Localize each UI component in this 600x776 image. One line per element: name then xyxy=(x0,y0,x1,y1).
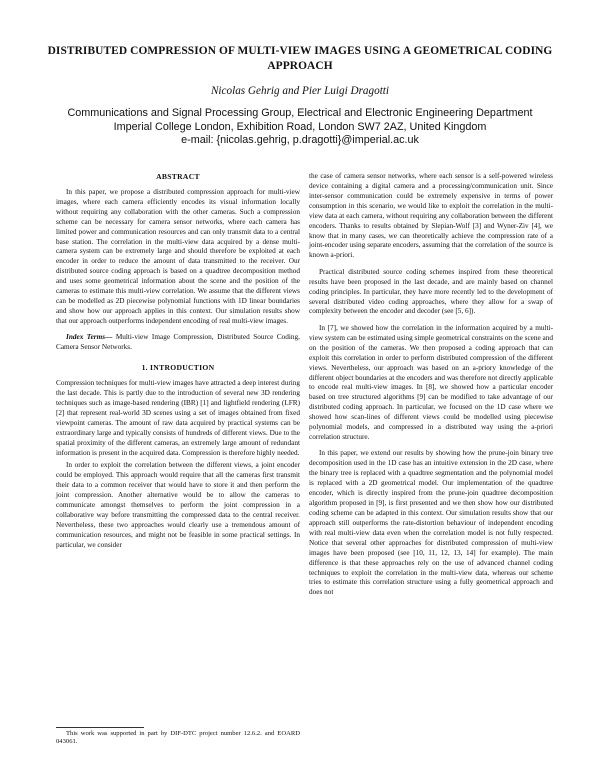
body-paragraph: In [7], we showed how the correlation in the information acquired by a multi-view system can be estimated using simple geometrical constraints on the scene and on the position of the cameras. We then proposed a coding approach that can exploit this correlation in order to perform distributed compression of the different views. Nevertheless, our approach was based on an a-priory knowledge of the different object boundaries at the encoders and was therefore not directly applicable to encode real multi-view images. In [8], we showed how a particular encoder based on tree structured algorithms [9] can be modified to take advantage of our distributed coding approach. In particular, we focused on the 1D case where we showed how scan-lines of different views could be modelled using piecewise polynomial models, and compressed in a distributed way using the a-priori correlation structure. xyxy=(309,323,554,442)
paper-title: DISTRIBUTED COMPRESSION OF MULTI-VIEW IMAGES USING A GEOMETRICAL CODING APPROACH xyxy=(47,45,553,72)
right-column xyxy=(309,172,553,598)
footnote-rule xyxy=(56,727,144,728)
abstract-text: In this paper, we propose a distributed compression approach for multi-view images, where each camera efficiently encodes its visual information locally without requiring any collaboration with the other cameras. Such a compression scheme can be necessary for camera sensor networks, where each camera has limited power and communication resources and can only transmit data to a central base station. The correlation in the multi-view data acquired by a dense multi-camera system can be extremely large and should therefore be exploited at each encoder in order to reduce the amount of data transmitted to the receiver. Our distributed source coding approach is based on a quadtree decomposition method and uses some geometrical information about the scene and the position of the cameras to estimate this multi-view correlation. We assume that the different views can be modelled as 2D piecewise polynomial functions with 1D linear boundaries and show how our approach applies in this context. Our simulation results show that our approach outperforms independent encoding of real multi-view images. xyxy=(56,187,300,325)
body-paragraph: the case of camera sensor networks, where each sensor is a self-powered wireless device containing a digital camera and a processing/communication unit. Since inter-sensor communication could be extremely expensive in terms of power consumption in this scenario, we would like to exploit the correlation in the multi-view data at each camera, without requiring any collaboration between the different encoders. Thanks to results obtained by Slepian-Wolf [3] and Wyner-Ziv [4], we know that in many cases, we can theoretically achieve the compression rate of a joint-encoder using separate encoders, assuming that the correlation of the source is known a-priori. xyxy=(309,172,553,260)
left-column xyxy=(56,172,300,551)
index-terms xyxy=(56,333,300,353)
affiliation-block xyxy=(40,107,560,148)
author-list: Nicolas Gehrig and Pier Luigi Dragotti xyxy=(210,85,390,97)
affiliation-line: Communications and Signal Processing Group, Electrical and Electronic Engineering Department xyxy=(67,107,533,119)
index-terms-label: Index Terms— xyxy=(66,333,113,342)
footnote xyxy=(56,727,300,747)
index-terms-text: Multi-view Image Compression, Distributed Source Coding, Camera Sensor Networks. xyxy=(56,333,300,352)
body-paragraph: In this paper, we extend our results by showing how the prune-join binary tree decomposition used in the 1D case has an intuitive extension in the 2D case, where the binary tree is replaced with a quadtree segmentation and the polynomial model is replaced with a 2D geometrical model. Our implementation of the quadtree encoder, which is directly inspired from the prune-join quadtree decomposition algorithm proposed in [9], is first presented and we then show how our distributed coding scheme can be adapted in this context. Our simulation results show that our approach still outperforms the rate-distortion behaviour of independent encoding with real multi-view data even when the correlation model is not fully respected. Notice that several other approaches for distributed compression of multi-view images have been proposed (see [10, 11, 12, 13, 14] for example). The main difference is that these approaches rely on the use of advanced channel coding techniques to exploit the correlation in the multi-view data, whereas our scheme tries to estimate this correlation structure using a fully geometrical approach and does not xyxy=(309,449,553,597)
intro-paragraph: Compression techniques for multi-view images have attracted a deep interest during the last decade. This is partly due to the introduction of several new 3D rendering techniques such as image-based rendering (IBR) [1] and lightfield rendering (LFR) [2] that represent real-world 3D scenes using a set of images obtained from fixed viewpoint cameras. The amount of raw data acquired by practical systems can be extraordinary large and typically consists of hundreds of different views. Due to the spatial proximity of the different cameras, an extremely large amount of redundant information is present in the acquired data. Compression is therefore highly needed. xyxy=(56,379,301,457)
intro-heading: 1. INTRODUCTION xyxy=(141,363,215,373)
intro-paragraph: In order to exploit the correlation between the different views, a joint encoder could be employed. This approach would require that all the cameras first transmit their data to a common receiver that would have to store it and then perform the joint compression. Another alternative would be to allow the cameras to communicate amongst themselves to perform the joint compression in a collaborative way before transmitting the compressed data to the central receiver. Nevertheless, these two approaches would clearly use a tremendous amount of communication resources, and might not be feasible in some practical settings. In particular, we consider xyxy=(56,461,300,549)
affiliation-line: Imperial College London, Exhibition Road, London SW7 2AZ, United Kingdom xyxy=(113,120,487,133)
abstract-heading: ABSTRACT xyxy=(156,172,200,181)
body-paragraph: Practical distributed source coding schemes inspired from these theoretical results have been proposed in the last decade, and are mainly based on channel coding principles. In particular, they have more recently led to the development of several distributed video coding approaches, where they allow for a swap of complexity between the encoder and decoder (see [5, 6]). xyxy=(309,267,553,316)
email-line: e-mail: {nicolas.gehrig, p.dragotti}@imperial.ac.uk xyxy=(181,134,419,146)
footnote-text: This work was supported in part by DIF-DTC project number 12.6.2. and EOARD 043061. xyxy=(56,730,300,746)
